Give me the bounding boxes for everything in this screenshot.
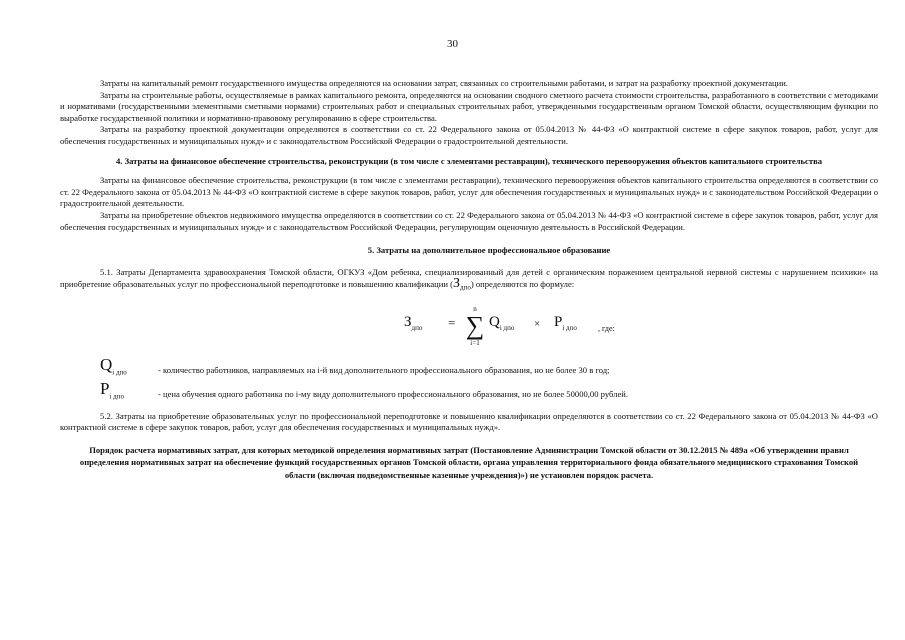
inline-symbol-sub: дпо <box>460 284 471 293</box>
formula-lhs-symbol: З <box>404 313 412 330</box>
paragraph-real-estate: Затраты на приобретение объектов недвижимого имущества определяются в соответствии со ст. 22 Федерального закона от 05.04.2013 № 44-ФЗ «О контрактной системе в сфере закупок товаров, работ, услуг для обеспечения государственных и муниципальных нужд» и с законодательством Российской Федерации, регулирующим оценочную деятельность в Российской Федерации. <box>60 209 878 232</box>
paragraph-5-2: 5.2. Затраты на приобретение образовательных услуг по профессиональной переподготовке и повышению квалификации определяются в соответствии со ст. 22 Федерального закона от 05.04.2013 № 44-ФЗ «О контрактной системе в сфере закупок товаров, работ, услуг для обеспечения государственных и муниципальных нужд». <box>60 410 878 433</box>
document-body <box>60 78 878 481</box>
formula-lhs-sub: дпо <box>411 323 423 332</box>
sum-lower-limit: i=1 <box>470 338 480 347</box>
inline-symbol: З <box>453 276 461 292</box>
section-5-heading: 5. Затраты на дополнительное профессиональное образование <box>367 245 611 256</box>
footer-note: Порядок расчета нормативных затрат, для которых методикой определения нормативных затрат (Постановление Администрации Томской области от 30.12.2015 № 489а «Об утверждении правил определения нормативных затрат на обеспечение функций государственных органов Томской области, органа управления территориального фонда обязательного медицинского страхования Томской области (включая подведомственные казенные учреждения)») не установлен порядок расчета. <box>79 444 859 480</box>
formula-lhs <box>404 313 423 335</box>
sum-upper-limit: n <box>473 304 477 313</box>
definition-q <box>60 354 878 381</box>
formula-times: × <box>534 317 541 330</box>
paragraph-5-1-tail: ) определяются по формуле: <box>470 279 575 290</box>
paragraph-5-1 <box>60 267 878 295</box>
def-p-letter: P <box>100 378 110 398</box>
paragraph-project-documentation: Затраты на разработку проектной документации определяются в соответствии со ст. 22 Федерального закона от 05.04.2013 № 44-ФЗ «О контрактной системе в сфере закупок товаров, работ, услуг для обеспечения государственных и муниципальных нужд» и с законодательством Российской Федерации о градостроительной деятельности. <box>60 124 878 146</box>
definition-q-symbol <box>100 354 127 379</box>
formula-equals: = <box>448 314 456 330</box>
formula-p <box>554 313 577 335</box>
formula-p-symbol: P <box>554 313 563 330</box>
paragraph-construction-financing: Затраты на финансовое обеспечение строительства, реконструкции (в том числе с элементами реставрации), технического перевооружения объектов капитального строительства определяются в соответствии со ст. 22 Федерального закона от 05.04.2013 № 44-ФЗ «О контрактной системе в сфере закупок товаров, работ, услуг для обеспечения государственных и муниципальных нужд» и с законодательством Российской Федерации о градостроительной деятельности. <box>60 175 878 209</box>
def-p-sub: i дпо <box>109 392 124 401</box>
formula-q-sub: i дпо <box>499 323 515 332</box>
formula-q <box>489 313 515 335</box>
cost-formula <box>404 305 704 357</box>
paragraph-capital-repair: Затраты на капитальный ремонт государственного имущества определяются на основании затрат, связанных со строительными работами, и затрат на разработку проектной документации. <box>100 78 788 88</box>
formula-p-sub: i дпо <box>562 323 577 332</box>
formula-sum <box>464 305 486 347</box>
sigma-symbol: ∑ <box>465 310 485 340</box>
formula-where: , где: <box>598 323 615 333</box>
formula-block <box>60 305 878 357</box>
definition-p-symbol <box>100 378 124 403</box>
formula-q-symbol: Q <box>489 313 500 330</box>
def-q-letter: Q <box>100 354 113 374</box>
page-number: 30 <box>447 38 458 50</box>
paragraph-5-1-text: 5.1. Затраты Департамента здравоохранения Томской области, ОГКУЗ «Дом ребенка, специализированный для детей с органическим поражением центральной нервной системы с нарушением психики» на приобретение образовательных услуг по профессиональной переподготовке и повышению квалификации ( <box>60 266 878 290</box>
section-4-heading: 4. Затраты на финансовое обеспечение строительства, реконструкции (в том числе с элементами реставрации), технического перевооружения объектов капитального строительства <box>115 155 823 166</box>
definition-q-text: - количество работников, направляемых на i-й вид дополнительного профессионального образования, но не более 30 в год; <box>158 364 610 375</box>
definition-p-text: - цена обучения одного работника по i-му виду дополнительного профессионального образования, но не более 50000,00 рублей. <box>158 388 629 399</box>
definition-p <box>60 378 878 405</box>
paragraph-construction-works: Затраты на строительные работы, осуществляемые в рамках капитального ремонта, определяются на основании сводного сметного расчета стоимости строительства, разработанного в соответствии с методиками и нормативами (государственными элементными сметными нормами) строительных работ и специальных строительных работ, утвержденными государственным органом Томской области, осуществляющим функции по выработке государственной политики и нормативно-правовому регулированию в сфере строительства. <box>60 89 878 123</box>
def-q-sub: i дпо <box>112 368 127 377</box>
